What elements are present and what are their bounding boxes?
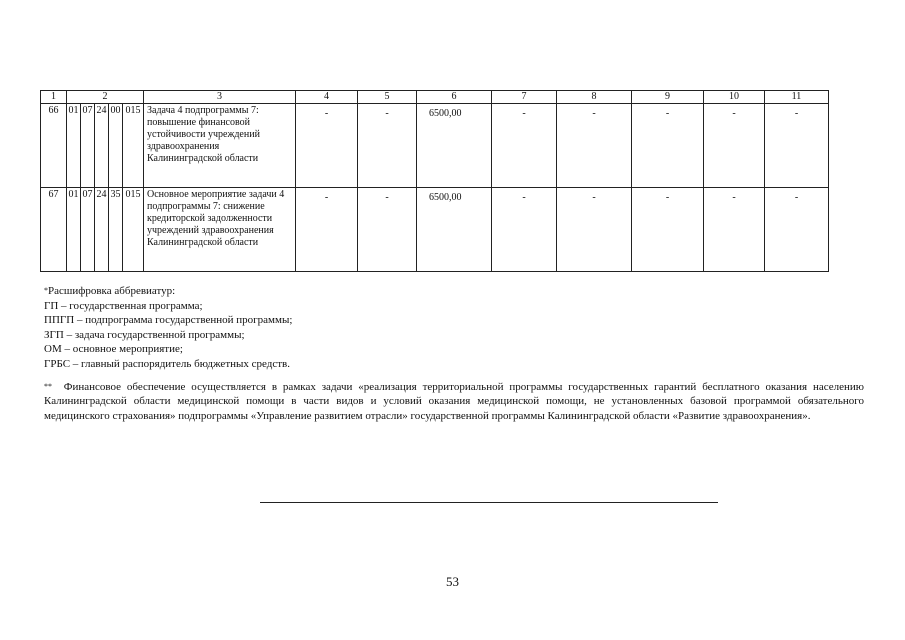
code-cell: 015 [123,188,144,272]
header-cell: 1 [41,91,67,104]
abbr-line: ППГП – подпрограмма государственной программы; [44,314,293,327]
code-cell: 07 [81,188,95,272]
code-cell: 00 [109,104,123,188]
header-cell: 10 [704,91,765,104]
table-row [41,104,829,188]
abbr-title-text: Расшифровка аббревиатур: [48,285,176,297]
abbr-line: ГП – государственная программа; [44,299,203,312]
value-cell: - [765,104,829,188]
header-cell: 4 [296,91,358,104]
abbr-line: ОМ – основное мероприятие; [44,343,183,356]
footnote-marker: * [44,286,48,295]
page-number: 53 [446,574,459,589]
value-cell: - [704,104,765,188]
abbr-title [44,284,864,299]
code-cell: 01 [67,104,81,188]
value-cell: - [557,104,632,188]
value-cell: - [296,188,358,272]
header-cell: 8 [557,91,632,104]
value-cell: - [358,188,417,272]
header-cell: 3 [144,91,296,104]
row-number: 66 [41,104,67,188]
header-cell: 9 [632,91,704,104]
abbr-line: ГРБС – главный распорядитель бюджетных средств. [44,357,291,370]
code-cell: 07 [81,104,95,188]
header-cell: 2 [67,91,144,104]
financing-note-text: Финансовое обеспечение осуществляется в рамках задачи «реализация территориальной программы государственных гарантий бесплатного оказания населению Калининградской области медицинской помощи в части видов и условий оказания медицинской помощи, не установленных базовой программой обязательного медицинского страхования» подпрограммы «Управление развитием отрасли» государственной программы Калининградской области «Развитие здравоохранения». [44,380,864,422]
value-cell: - [557,188,632,272]
code-cell: 24 [95,104,109,188]
value-cell: - [492,104,557,188]
table-header-row [41,91,829,104]
abbr-line: ЗГП – задача государственной программы; [44,328,245,341]
value-cell: - [492,188,557,272]
code-cell: 01 [67,188,81,272]
code-cell: 015 [123,104,144,188]
value-cell: - [765,188,829,272]
value-cell: - [632,104,704,188]
footnotes [44,284,864,423]
code-cell: 24 [95,188,109,272]
header-cell: 6 [417,91,492,104]
description-cell: Задача 4 подпрограммы 7: повышение финансовой устойчивости учреждений здравоохранения Калининградской области [144,104,296,188]
header-cell: 5 [358,91,417,104]
financing-note [44,380,864,424]
description-cell: Основное мероприятие задачи 4 подпрограммы 7: снижение кредиторской задолженности учреждений здравоохранения Калининградской области [144,188,296,272]
value-cell: - [704,188,765,272]
footnote-marker: ** [44,381,52,391]
value-cell: - [358,104,417,188]
value-cell: - [632,188,704,272]
value-cell: - [296,104,358,188]
header-cell: 7 [492,91,557,104]
code-cell: 35 [109,188,123,272]
table-row [41,188,829,272]
signature-line [260,502,718,503]
row-number: 67 [41,188,67,272]
amount-cell: 6500,00 [417,188,492,272]
budget-table [40,90,829,272]
amount-cell: 6500,00 [417,104,492,188]
header-cell: 11 [765,91,829,104]
